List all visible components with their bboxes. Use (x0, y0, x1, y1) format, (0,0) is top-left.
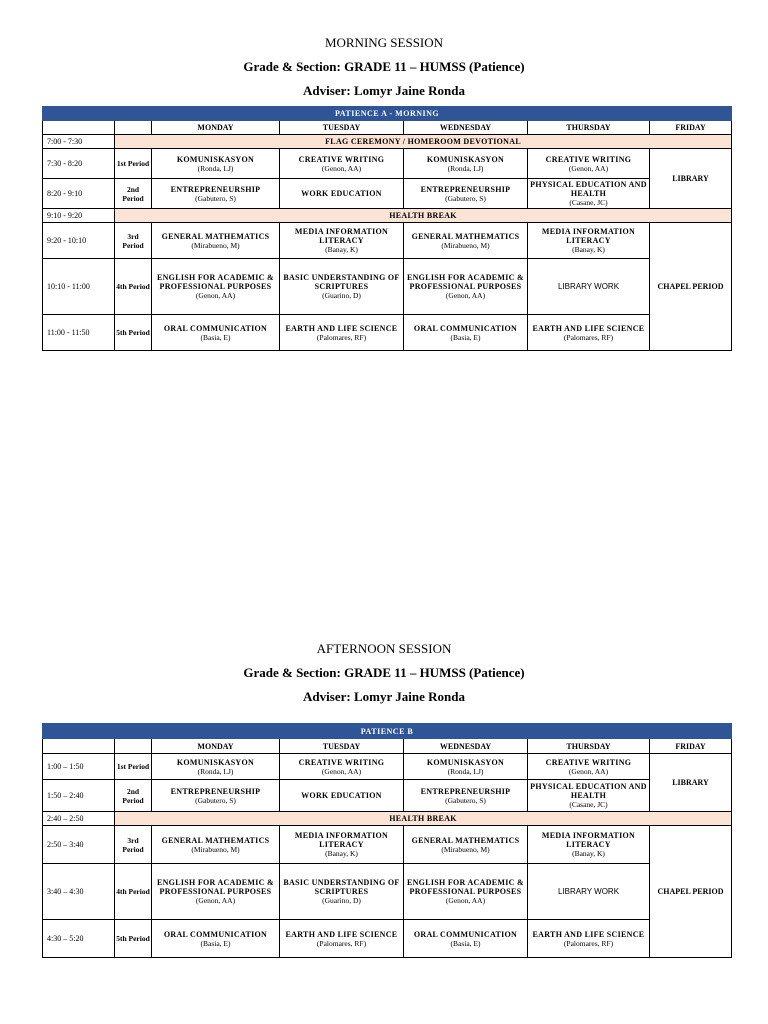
schedule-cell (404, 315, 528, 351)
subject: BASIC UNDERSTANDING OF SCRIPTURES (283, 878, 400, 896)
schedule-cell (152, 920, 280, 958)
teacher: (Basia, E) (200, 332, 231, 342)
time-cell: 9:20 - 10:10 (43, 223, 115, 259)
subject: ORAL COMMUNICATION (413, 323, 518, 333)
schedule-cell (528, 754, 650, 780)
blank-cell (115, 121, 152, 135)
teacher: (Palomares, RF) (563, 938, 614, 948)
teacher: (Casane, JC) (569, 198, 608, 207)
teacher: (Genon, AA) (321, 766, 362, 776)
time-cell: 8:20 - 9:10 (43, 179, 115, 209)
day-thursday: THURSDAY (528, 739, 650, 754)
teacher: (Palomares, RF) (316, 332, 367, 342)
schedule-cell (404, 149, 528, 179)
schedule-cell (528, 826, 650, 864)
subject: EARTH AND LIFE SCIENCE (532, 323, 645, 333)
teacher: (Banay, K) (572, 849, 605, 858)
schedule-cell (280, 179, 404, 209)
teacher: (Ronda, LJ) (447, 766, 484, 776)
time-cell: 10:10 - 11:00 (43, 259, 115, 315)
afternoon-table-title: PATIENCE B (43, 724, 732, 739)
subject: KOMUNISKASYON (426, 154, 505, 164)
teacher: (Banay, K) (325, 245, 358, 254)
period-label: 4th Period (115, 259, 152, 315)
day-wednesday: WEDNESDAY (404, 739, 528, 754)
schedule-cell (152, 223, 280, 259)
subject: PHYSICAL EDUCATION AND HEALTH (530, 782, 647, 800)
period-label: 4th Period (115, 864, 152, 920)
library-work-cell: LIBRARY WORK (528, 259, 650, 315)
subject: KOMUNISKASYON (426, 757, 505, 767)
schedule-cell (280, 223, 404, 259)
day-monday: MONDAY (152, 739, 280, 754)
subject: WORK EDUCATION (301, 189, 382, 198)
time-cell: 7:00 - 7:30 (43, 135, 115, 149)
subject: CREATIVE WRITING (545, 757, 632, 767)
subject: GENERAL MATHEMATICS (161, 835, 270, 845)
time-cell: 2:50 – 3:40 (43, 826, 115, 864)
blank-cell (43, 739, 115, 754)
health-break-band: HEALTH BREAK (115, 812, 732, 826)
schedule-cell (152, 826, 280, 864)
blank-cell (43, 121, 115, 135)
day-wednesday: WEDNESDAY (404, 121, 528, 135)
schedule-cell (404, 259, 528, 315)
time-cell: 11:00 - 11:50 (43, 315, 115, 351)
subject: EARTH AND LIFE SCIENCE (532, 929, 645, 939)
teacher: (Genon, AA) (568, 766, 609, 776)
schedule-cell (404, 223, 528, 259)
schedule-cell (152, 259, 280, 315)
teacher: (Palomares, RF) (316, 938, 367, 948)
schedule-cell (528, 149, 650, 179)
teacher: (Genon, AA) (321, 163, 362, 173)
morning-session-header (0, 35, 768, 99)
period-label: 3rd Period (115, 826, 152, 864)
subject: GENERAL MATHEMATICS (411, 835, 520, 845)
teacher: (Mirabueno, M) (191, 240, 240, 250)
health-break-band: HEALTH BREAK (115, 209, 732, 223)
blank-cell (115, 739, 152, 754)
time-cell: 2:40 – 2:50 (43, 812, 115, 826)
friday-library: LIBRARY (650, 754, 732, 812)
time-cell: 1:50 – 2:40 (43, 780, 115, 812)
afternoon-session-title: AFTERNOON SESSION (316, 641, 452, 656)
teacher: (Basia, E) (200, 938, 231, 948)
day-tuesday: TUESDAY (280, 739, 404, 754)
teacher: (Casane, JC) (569, 800, 608, 809)
day-thursday: THURSDAY (528, 121, 650, 135)
teacher: (Gabutero, S) (445, 193, 486, 203)
afternoon-grade-section: Grade & Section: GRADE 11 – HUMSS (Patience) (243, 665, 525, 680)
subject: PHYSICAL EDUCATION AND HEALTH (530, 180, 647, 198)
time-cell: 1:00 – 1:50 (43, 754, 115, 780)
time-cell: 3:40 – 4:30 (43, 864, 115, 920)
period-label: 2nd Period (115, 780, 152, 812)
period-label: 5th Period (115, 920, 152, 958)
period-label: 3rd Period (115, 223, 152, 259)
subject: GENERAL MATHEMATICS (161, 231, 270, 241)
schedule-cell (152, 179, 280, 209)
schedule-cell (280, 315, 404, 351)
schedule-cell (528, 780, 650, 812)
teacher: (Mirabueno, M) (191, 844, 240, 854)
subject: CREATIVE WRITING (545, 154, 632, 164)
afternoon-session-header (0, 641, 768, 705)
period-label: 1st Period (115, 149, 152, 179)
morning-schedule-table (42, 106, 732, 351)
subject: BASIC UNDERSTANDING OF SCRIPTURES (283, 273, 400, 291)
teacher: (Gabutero, S) (445, 795, 486, 805)
teacher: (Basia, E) (450, 332, 481, 342)
subject: EARTH AND LIFE SCIENCE (285, 929, 398, 939)
teacher: (Genon, AA) (195, 291, 236, 300)
subject: ENTREPRENEURSHIP (170, 184, 261, 194)
subject: ENTREPRENEURSHIP (170, 786, 261, 796)
teacher: (Banay, K) (572, 245, 605, 254)
friday-chapel: CHAPEL PERIOD (650, 826, 732, 958)
period-label: 1st Period (115, 754, 152, 780)
schedule-cell (280, 864, 404, 920)
teacher: (Palomares, RF) (563, 332, 614, 342)
subject: CREATIVE WRITING (298, 154, 385, 164)
schedule-cell (528, 920, 650, 958)
teacher: (Mirabueno, M) (441, 844, 490, 854)
subject: MEDIA INFORMATION LITERACY (541, 831, 636, 849)
morning-session-title: MORNING SESSION (324, 35, 444, 50)
friday-chapel: CHAPEL PERIOD (650, 223, 732, 351)
subject: ENGLISH FOR ACADEMIC & PROFESSIONAL PURPOSES (406, 273, 525, 291)
morning-grade-section: Grade & Section: GRADE 11 – HUMSS (Patience) (243, 59, 525, 74)
schedule-cell (528, 315, 650, 351)
teacher: (Mirabueno, M) (441, 240, 490, 250)
schedule-cell (152, 315, 280, 351)
teacher: (Guarino, D) (322, 291, 361, 300)
teacher: (Genon, AA) (445, 896, 486, 905)
time-cell: 4:30 – 5:20 (43, 920, 115, 958)
subject: ORAL COMMUNICATION (163, 323, 268, 333)
subject: ENGLISH FOR ACADEMIC & PROFESSIONAL PURPOSES (406, 878, 525, 896)
schedule-cell (280, 780, 404, 812)
subject: ENGLISH FOR ACADEMIC & PROFESSIONAL PURPOSES (156, 878, 275, 896)
teacher: (Ronda, LJ) (447, 163, 484, 173)
subject: ENTREPRENEURSHIP (420, 184, 511, 194)
friday-library: LIBRARY (650, 149, 732, 209)
subject: CREATIVE WRITING (298, 757, 385, 767)
time-cell: 7:30 - 8:20 (43, 149, 115, 179)
schedule-cell (404, 864, 528, 920)
period-label: 2nd Period (115, 179, 152, 209)
schedule-cell (404, 920, 528, 958)
period-label: 5th Period (115, 315, 152, 351)
schedule-cell (528, 223, 650, 259)
schedule-cell (280, 754, 404, 780)
library-work-cell: LIBRARY WORK (528, 864, 650, 920)
schedule-cell (152, 149, 280, 179)
day-friday: FRIDAY (650, 739, 732, 754)
schedule-cell (280, 149, 404, 179)
teacher: (Ronda, LJ) (197, 163, 234, 173)
subject: ORAL COMMUNICATION (413, 929, 518, 939)
day-monday: MONDAY (152, 121, 280, 135)
teacher: (Gabutero, S) (195, 795, 236, 805)
schedule-cell (280, 259, 404, 315)
subject: MEDIA INFORMATION LITERACY (294, 227, 389, 245)
teacher: (Genon, AA) (568, 163, 609, 173)
afternoon-schedule-table (42, 723, 732, 958)
subject: WORK EDUCATION (301, 791, 382, 800)
flag-ceremony-band: FLAG CEREMONY / HOMEROOM DEVOTIONAL (115, 135, 732, 149)
morning-adviser: Adviser: Lomyr Jaine Ronda (303, 83, 465, 98)
teacher: (Banay, K) (325, 849, 358, 858)
schedule-cell (404, 826, 528, 864)
schedule-cell (152, 754, 280, 780)
subject: ENTREPRENEURSHIP (420, 786, 511, 796)
schedule-cell (152, 780, 280, 812)
afternoon-adviser: Adviser: Lomyr Jaine Ronda (303, 689, 465, 704)
subject: GENERAL MATHEMATICS (411, 231, 520, 241)
schedule-cell (280, 920, 404, 958)
teacher: (Genon, AA) (195, 896, 236, 905)
schedule-cell (280, 826, 404, 864)
subject: KOMUNISKASYON (176, 154, 255, 164)
subject: KOMUNISKASYON (176, 757, 255, 767)
teacher: (Genon, AA) (445, 291, 486, 300)
teacher: (Basia, E) (450, 938, 481, 948)
morning-table-title: PATIENCE A - MORNING (43, 107, 732, 121)
day-friday: FRIDAY (650, 121, 732, 135)
time-cell: 9:10 - 9:20 (43, 209, 115, 223)
subject: ENGLISH FOR ACADEMIC & PROFESSIONAL PURPOSES (156, 273, 275, 291)
subject: EARTH AND LIFE SCIENCE (285, 323, 398, 333)
subject: ORAL COMMUNICATION (163, 929, 268, 939)
schedule-cell (404, 754, 528, 780)
teacher: (Guarino, D) (322, 896, 361, 905)
schedule-cell (152, 864, 280, 920)
schedule-cell (528, 179, 650, 209)
teacher: (Ronda, LJ) (197, 766, 234, 776)
schedule-cell (404, 179, 528, 209)
subject: MEDIA INFORMATION LITERACY (541, 227, 636, 245)
subject: MEDIA INFORMATION LITERACY (294, 831, 389, 849)
schedule-cell (404, 780, 528, 812)
teacher: (Gabutero, S) (195, 193, 236, 203)
day-tuesday: TUESDAY (280, 121, 404, 135)
